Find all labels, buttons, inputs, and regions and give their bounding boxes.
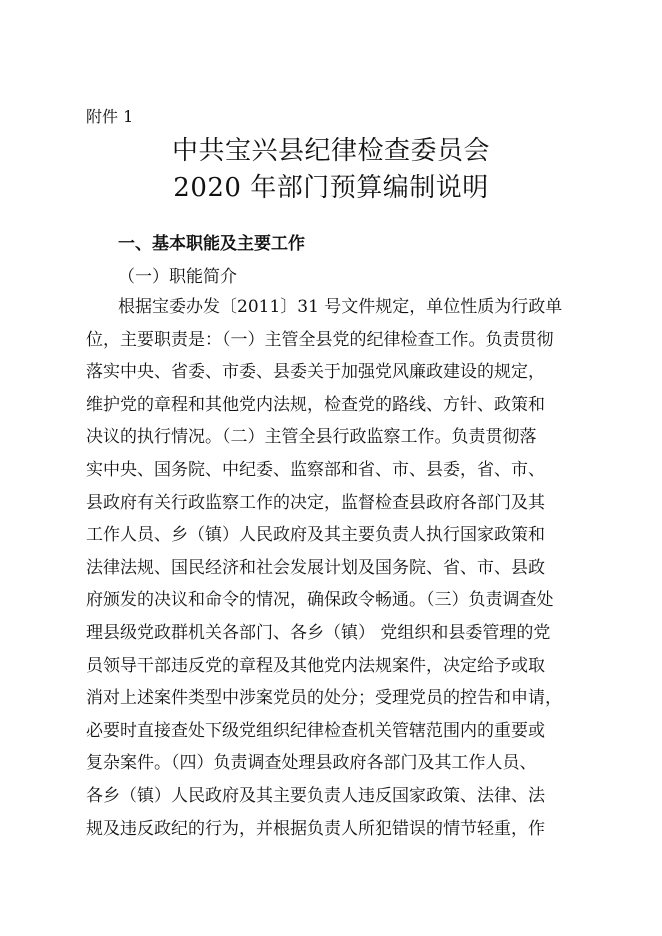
body-line: 府颁发的决议和命令的情况，确保政令畅通。（三）负责调查处 — [86, 590, 554, 611]
body-line: 实中央、国务院、中纪委、监察部和省、市、县委，省、市、 — [86, 459, 545, 480]
subsection-heading: （一）职能简介 — [118, 267, 237, 287]
body-line: 决议的执行情况。（二）主管全县行政监察工作。负责贯彻落 — [86, 427, 537, 448]
body-line: 位，主要职责是：（一）主管全县党的纪律检查工作。负责贯彻 — [86, 329, 554, 350]
body-line: 落实中央、省委、市委、县委关于加强党风廉政建设的规定， — [86, 362, 545, 383]
body-line: 根据宝委办发〔2011〕31 号文件规定，单位性质为行政单 — [118, 297, 563, 317]
document-title-line-2: 2020 年部门预算编制说明 — [173, 173, 489, 203]
body-line: 工作人员、乡（镇）人民政府及其主要负责人执行国家政策和 — [86, 525, 545, 546]
document-title-line-1: 中共宝兴县纪律检查委员会 — [171, 136, 490, 166]
body-line: 复杂案件。（四）负责调查处理县政府各部门及其工作人员、 — [86, 753, 537, 774]
body-line: 理县级党政群机关各部门、各乡（镇） 党组织和县委管理的党 — [86, 622, 551, 643]
body-line: 各乡（镇）人民政府及其主要负责人违反国家政策、法律、法 — [86, 785, 545, 806]
body-line: 县政府有关行政监察工作的决定，监督检查县政府各部门及其 — [86, 492, 545, 513]
body-line: 法律法规、国民经济和社会发展计划及国务院、省、市、县政 — [86, 557, 545, 578]
attachment-label: 附件 1 — [86, 107, 134, 126]
body-line: 规及违反政纪的行为，并根据负责人所犯错误的情节轻重，作 — [86, 818, 545, 839]
body-line: 员领导干部违反党的章程及其他党内法规案件，决定给予或取 — [86, 655, 545, 676]
body-line: 必要时直接查处下级党组织纪律检查机关管辖范围内的重要或 — [86, 720, 545, 741]
body-line: 维护党的章程和其他党内法规，检查党的路线、方针、政策和 — [86, 394, 545, 415]
body-line: 消对上述案件类型中涉案党员的处分；受理党员的控告和申请， — [86, 688, 562, 709]
body-text — [86, 291, 586, 845]
section-heading: 一、基本职能及主要工作 — [118, 234, 305, 254]
